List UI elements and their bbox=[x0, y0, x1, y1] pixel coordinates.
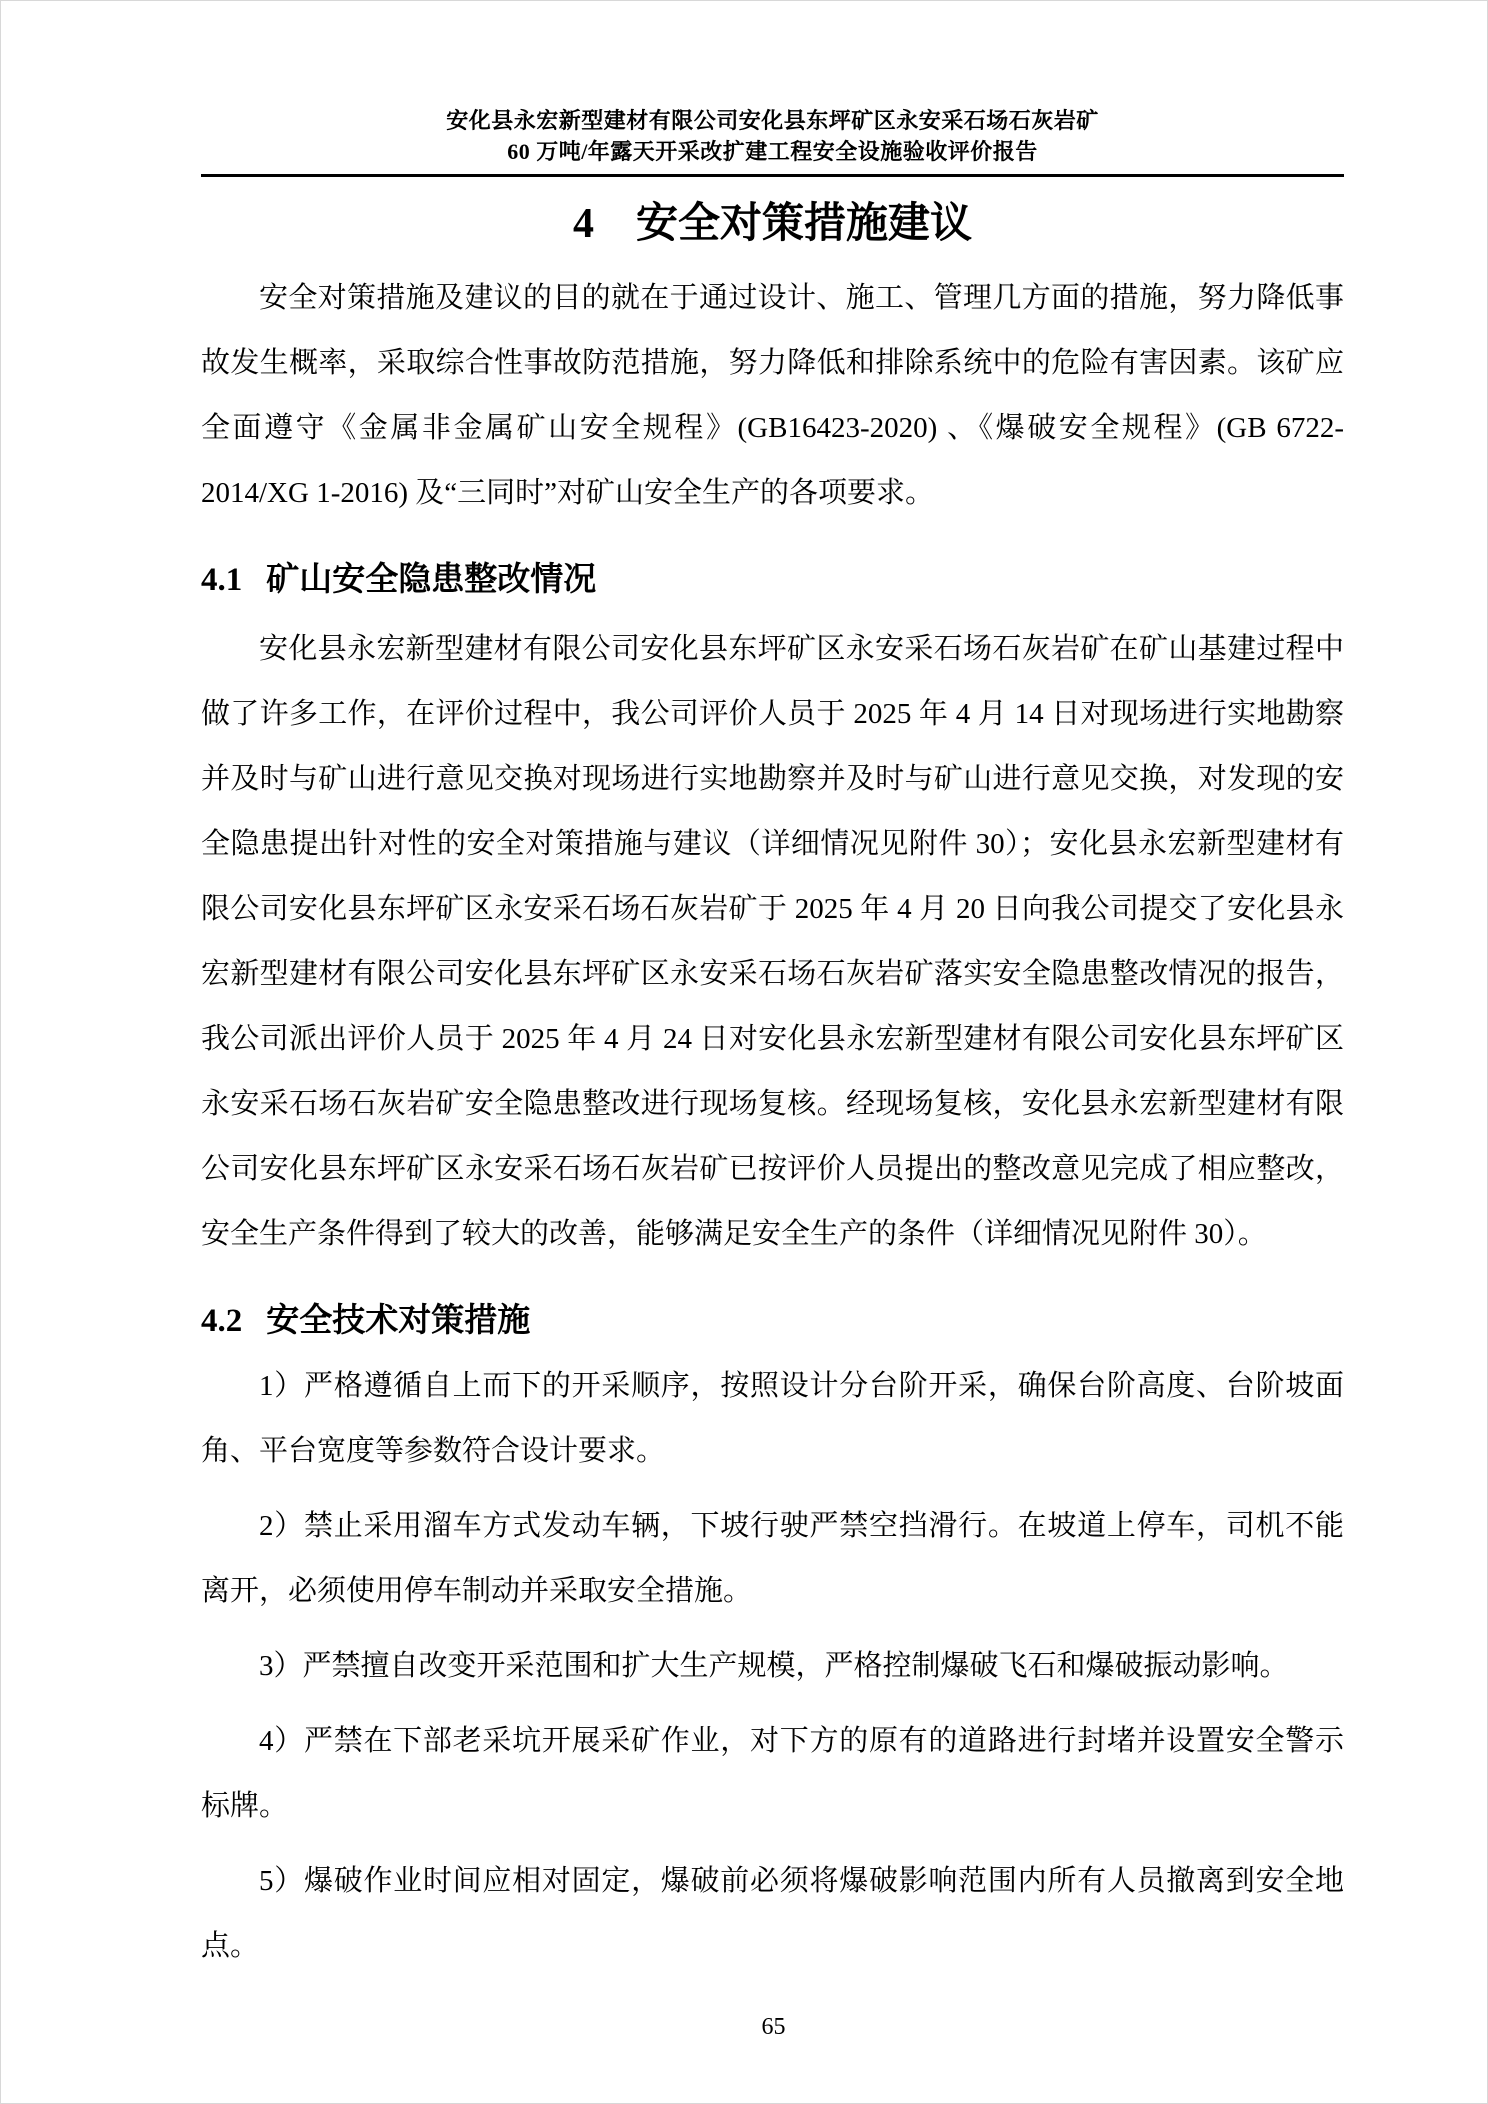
measure-item-4: 4）严禁在下部老采坑开展采矿作业，对下方的原有的道路进行封堵并设置安全警示标牌。 bbox=[201, 1725, 1344, 1822]
measure-item-5: 5）爆破作业时间应相对固定，爆破前必须将爆破影响范围内所有人员撤离到安全地点。 bbox=[201, 1865, 1344, 1962]
section-4-2-title-text: 安全技术对策措施 bbox=[266, 1301, 531, 1338]
section-4-1-number: 4.1 bbox=[201, 562, 243, 598]
section-4-1-paragraph: 安化县永宏新型建材有限公司安化县东坪矿区永安采石场石灰岩矿在矿山基建过程中做了许多工作，在评价过程中，我公司评价人员于 2025 年 4 月 14 日对现场进行实地勘察并及时与矿山进行意见交换对现场进行实地勘察并及时与矿山进行意见交换，对发现的安全隐患提出针对性的安全对策措施与建议（详细情况见附件 30）；安化县永宏新型建材有限公司安化县东坪矿区永安采石场石灰岩矿于 2025 年 4 月 20 日向我公司提交了安化县永宏新型建材有限公司安化县东坪矿区永安采石场石灰岩矿落实安全隐患整改情况的报告，我公司派出评价人员于 2025 年 4 月 24 日对安化县永宏新型建材有限公司安化县东坪矿区永安采石场石灰岩矿安全隐患整改进行现场复核。经现场复核，安化县永宏新型建材有限公司安化县东坪矿区永安采石场石灰岩矿已按评价人员提出的整改意见完成了相应整改，安全生产条件得到了较大的改善，能够满足安全生产的条件（详细情况见附件 30）。 bbox=[201, 633, 1344, 1250]
chapter-title-text: 安全对策措施建议 bbox=[635, 199, 972, 246]
page-footer bbox=[201, 2014, 1346, 2041]
header-line-2: 60 万吨/年露天开采改扩建工程安全设施验收评价报告 bbox=[507, 139, 1038, 164]
page-number: 65 bbox=[761, 2014, 786, 2040]
intro-paragraph: 安全对策措施及建议的目的就在于通过设计、施工、管理几方面的措施，努力降低事故发生概率，采取综合性事故防范措施，努力降低和排除系统中的危险有害因素。该矿应全面遵守《金属非金属矿山安全规程》(GB16423-2020) 、《爆破安全规程》(GB 6722-2014/XG 1-2016) 及“三同时”对矿山安全生产的各项要求。 bbox=[201, 282, 1344, 509]
section-4-1-title-text: 矿山安全隐患整改情况 bbox=[266, 560, 597, 597]
chapter-number: 4 bbox=[572, 201, 594, 247]
header-line-1: 安化县永宏新型建材有限公司安化县东坪矿区永安采石场石灰岩矿 bbox=[446, 108, 1099, 133]
section-heading-4-2 bbox=[201, 1297, 1344, 1344]
measure-item-3: 3）严禁擅自改变开采范围和扩大生产规模，严格控制爆破飞石和爆破振动影响。 bbox=[259, 1650, 1289, 1682]
measure-item-2: 2）禁止采用溜车方式发动车辆，下坡行驶严禁空挡滑行。在坡道上停车，司机不能离开，必须使用停车制动并采取安全措施。 bbox=[201, 1510, 1344, 1607]
page-header bbox=[201, 105, 1344, 167]
header-rule bbox=[201, 174, 1344, 177]
chapter-title bbox=[201, 195, 1344, 252]
section-4-2-number: 4.2 bbox=[201, 1303, 243, 1339]
measure-item-1: 1）严格遵循自上而下的开采顺序，按照设计分台阶开采，确保台阶高度、台阶坡面角、平台宽度等参数符合设计要求。 bbox=[201, 1370, 1344, 1467]
section-heading-4-1 bbox=[201, 556, 1344, 603]
